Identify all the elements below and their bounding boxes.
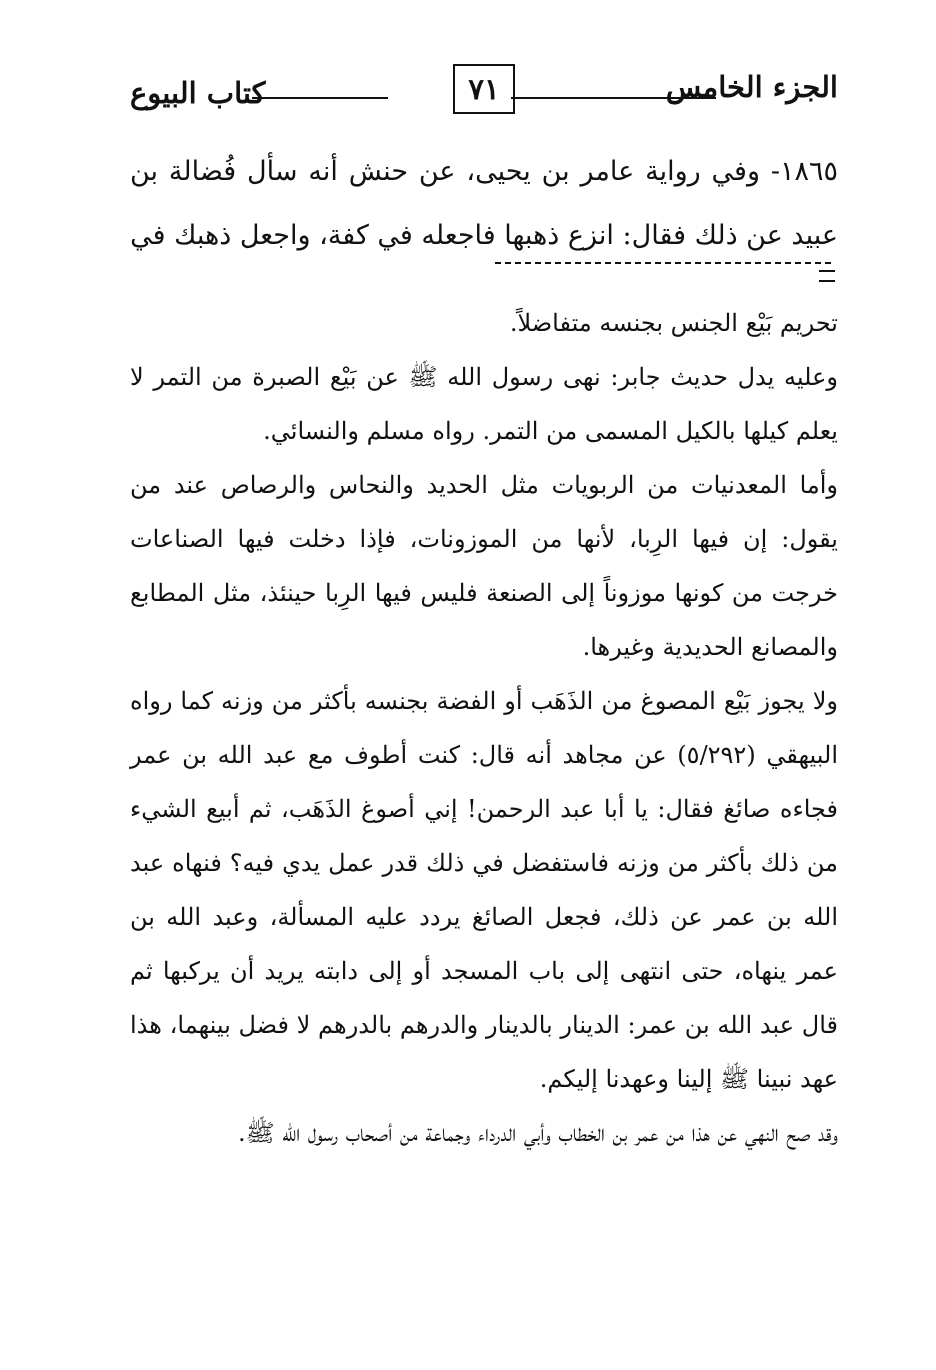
hadith-paragraph: ١٨٦٥- وفي رواية عامر بن يحيى، عن حنش أنه سأل فُضالة بن عبيد عن ذلك فقال: انزع ذهبها فاجعله في كفة، واجعل ذهبك في bbox=[130, 156, 838, 251]
continuation-mark bbox=[819, 270, 835, 282]
page-header bbox=[130, 64, 838, 120]
footnote-separator bbox=[495, 262, 831, 264]
footnote-text bbox=[130, 296, 838, 1160]
note-paragraph: وقد صح النهي عن هذا من عمر بن الخطاب وأبي الدرداء وجماعة من أصحاب رسول الله ﷺ. bbox=[237, 1119, 838, 1147]
page-number: ٧١ bbox=[468, 72, 500, 106]
note-paragraph: وأما المعدنيات من الربويات مثل الحديد والنحاس والرصاص عند من يقول: إن فيها الرِبا، لأنها من الموزونات، فإذا دخلت فيها الصناعات خرجت من كونها موزوناً إلى الصنعة فليس فيها الرِبا حينئذ، مثل المطابع والمصانع الحديدية وغيرها. bbox=[130, 471, 838, 661]
book-title: كتاب البيوع bbox=[130, 76, 266, 110]
page-number-box bbox=[453, 64, 515, 114]
header-rule-left bbox=[252, 97, 388, 99]
note-paragraph: ولا يجوز بَيْع المصوغ من الذَهَب أو الفضة بجنسه بأكثر من وزنه كما رواه البيهقي (٥/٢٩٢) عن مجاهد أنه قال: كنت أطوف مع عبد الله بن عمر فجاءه صائغ فقال: يا أبا عبد الرحمن! إني أصوغ الذَهَب، ثم أبيع الشيء من ذلك بأكثر من وزنه فاستفضل في ذلك قدر عمل يدي فيه؟ فنهاه عبد الله بن عمر عن ذلك، فجعل الصائغ يردد عليه المسألة، وعبد الله بن عمر ينهاه، حتى انتهى إلى باب المسجد أو إلى دابته يريد أن يركبها ثم قال عبد الله بن عمر: الدينار بالدينار والدرهم بالدرهم لا فضل بينهما، هذا عهد نبينا ﷺ إلينا وعهدنا إليكم. bbox=[130, 687, 839, 1093]
note-paragraph: تحريم بَيْع الجنس بجنسه متفاضلاً. bbox=[509, 309, 838, 337]
volume-title: الجزء الخامس bbox=[665, 70, 838, 104]
note-paragraph: وعليه يدل حديث جابر: نهى رسول الله ﷺ عن بَيْع الصبرة من التمر لا يعلم كيلها بالكيل المسمى من التمر. رواه مسلم والنسائي. bbox=[130, 363, 838, 445]
main-text bbox=[130, 140, 838, 268]
header-rule-right bbox=[511, 97, 716, 99]
